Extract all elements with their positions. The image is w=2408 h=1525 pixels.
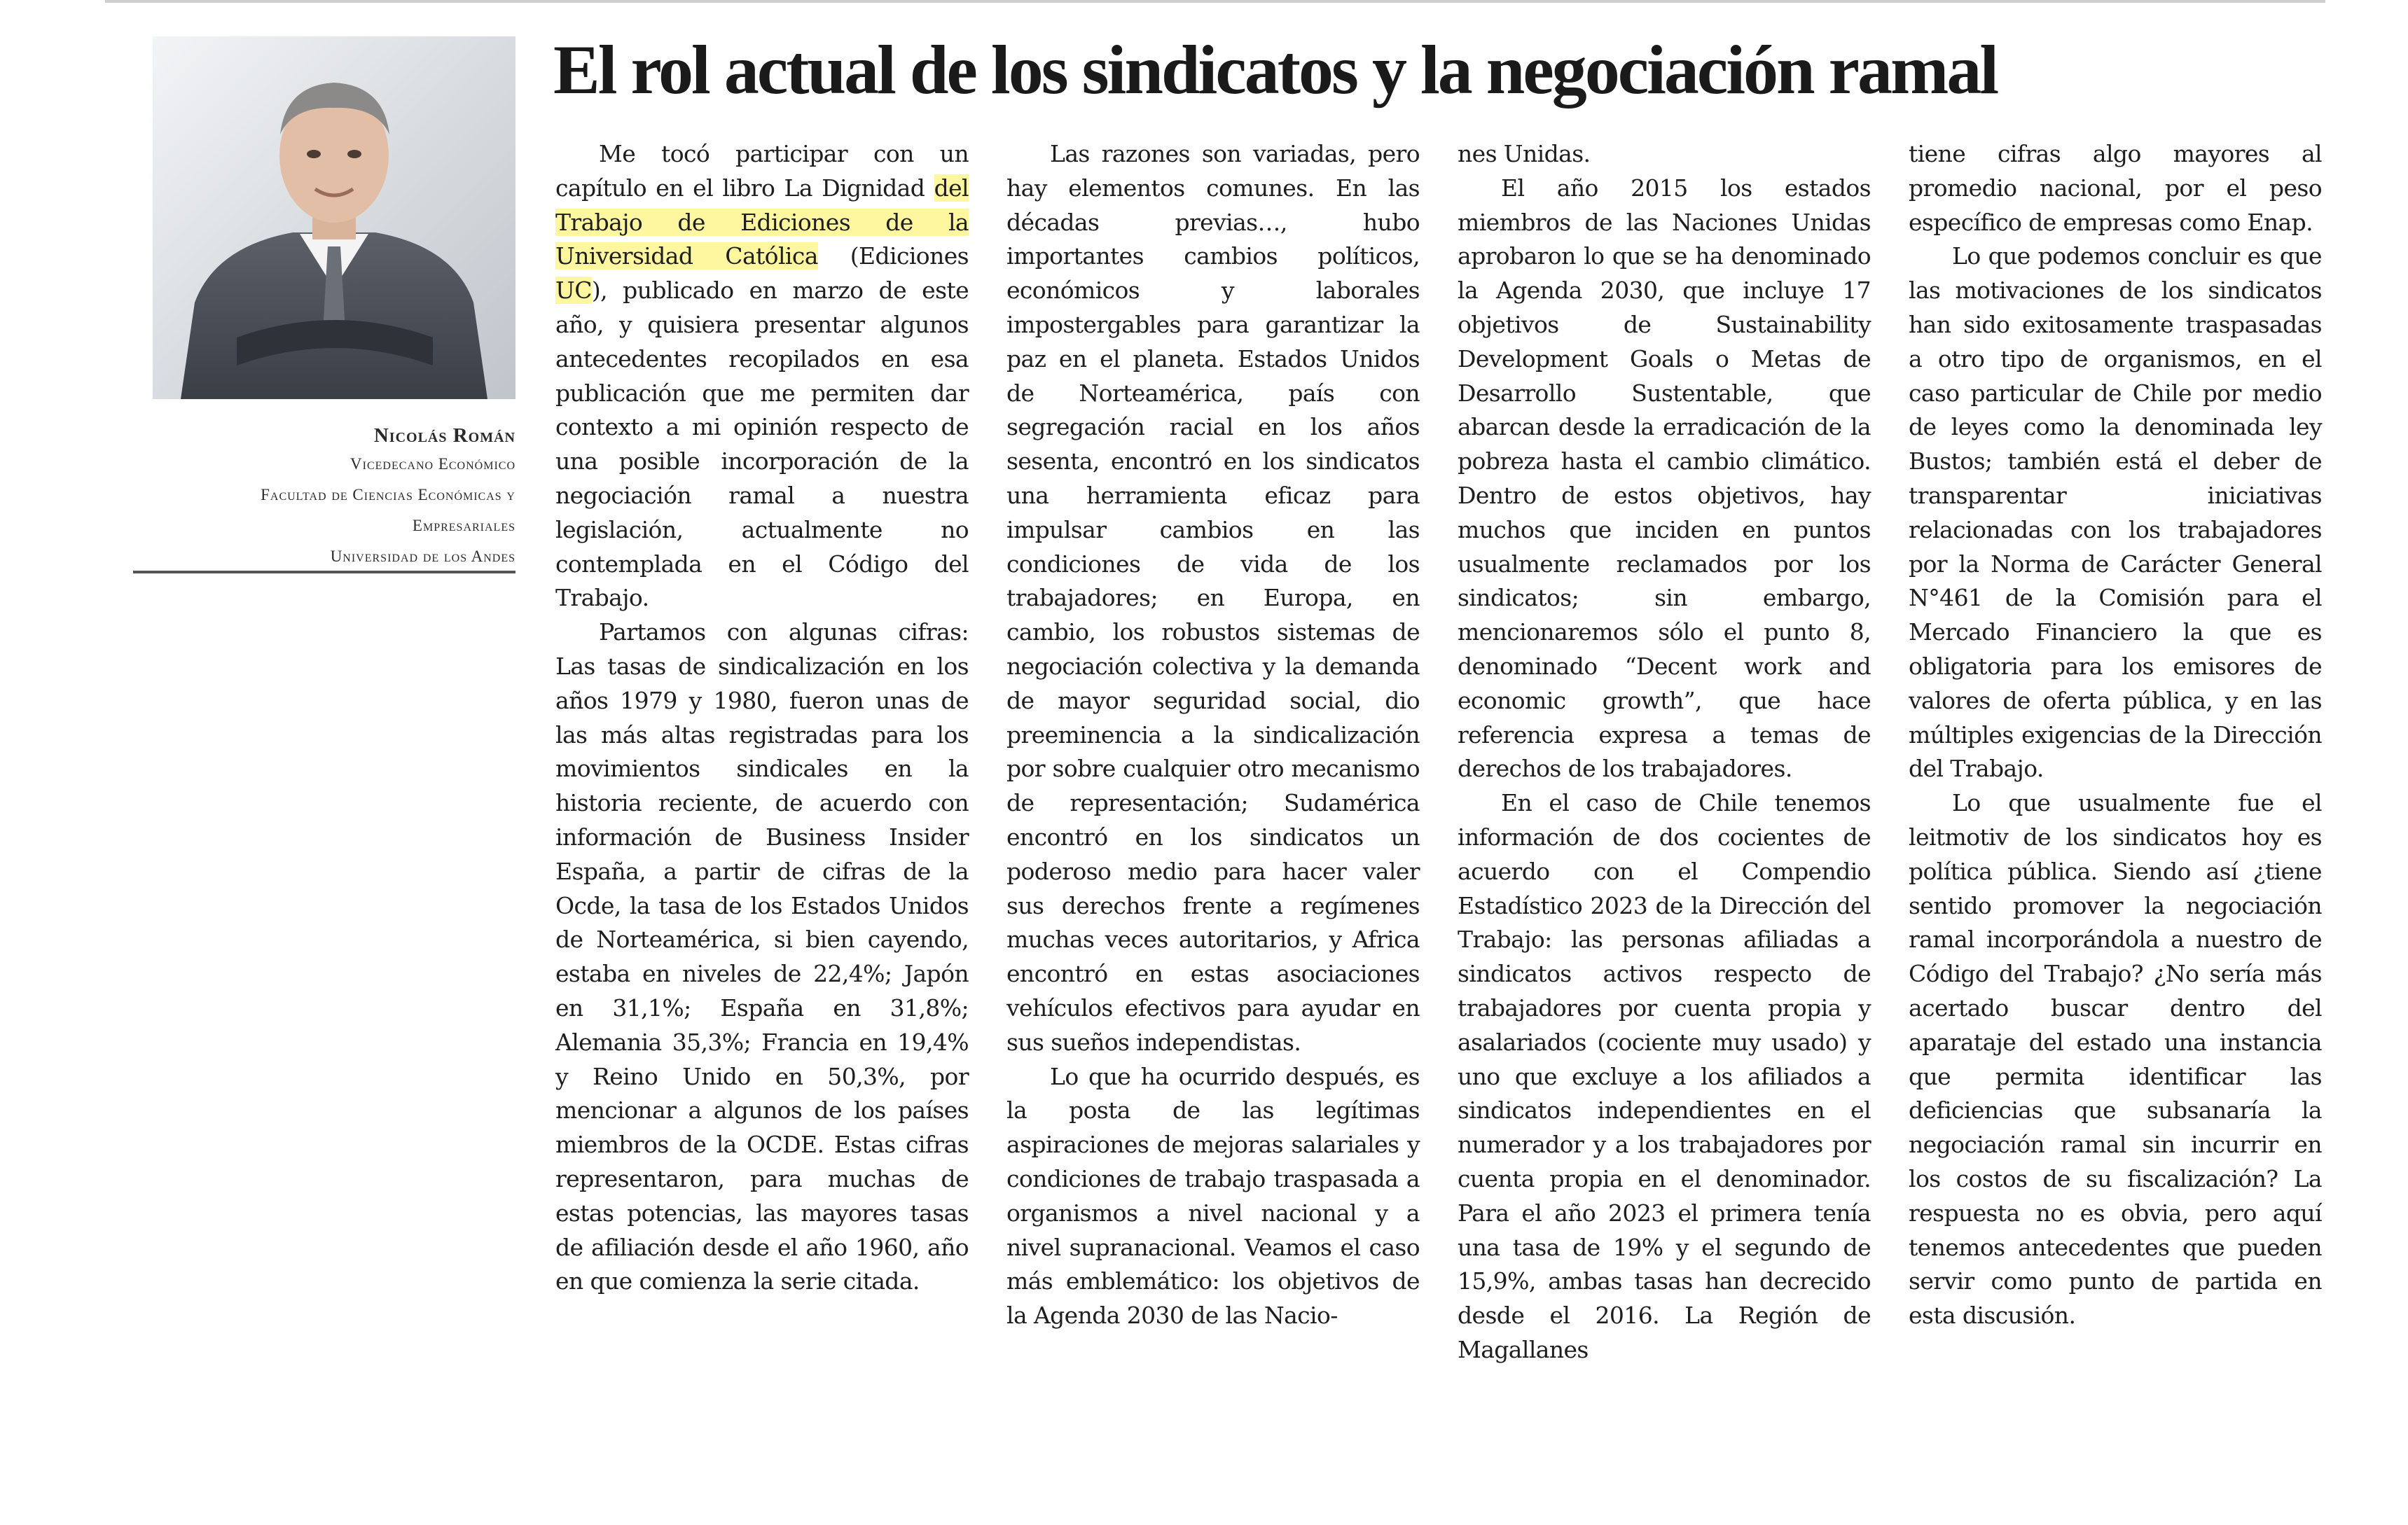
body-paragraph-8: Lo que usualmente fue el leitmotiv de los sindicatos hoy es política pública. Siendo así ¿tiene sentido promover la negociación ramal incorporándola a nuestro de Código del Trabajo? ¿No sería más acertado buscar dentro del aparataje del estado una instancia que permita identificar las deficiencias que subsanaría la negociación ramal sin incurrir en los costos de su fiscalización? La respuesta no es obvia, pero aquí tenemos antecedentes que pueden servir como punto de partida en esta discusión.	[1909, 789, 2322, 1330]
body-paragraph-2: Partamos con algunas cifras: Las tasas de sindicalización en los años 1979 y 1980, fueron unas de las más altas registradas para los movimientos sindicales en la historia reciente, de acuerdo con información de Business Insider España, a partir de cifras de la Ocde, la tasa de los Estados Unidos de Norteamérica, si bien cayendo, estaba en niveles de 22,4%; Japón en 31,1%; España en 31,8%; Alemania 35,3%; Francia en 19,4% y Reino Unido en 50,3%, por mencionar a algunos de los países miembros de la OCDE. Estas cifras representaron, para muchas de estas potencias, las mayores tasas de afiliación desde el año 1960, año en que comienza la serie citada.	[555, 618, 969, 1295]
author-name: Nicolás Román	[373, 424, 515, 447]
top-rule	[105, 0, 2325, 3]
article-column-4	[1909, 137, 2322, 1333]
author-photo	[153, 36, 515, 399]
paragraph-1-text-a: Me tocó participar con un capítulo en el libro La Dignidad	[555, 140, 969, 202]
article-column-2	[1006, 137, 1420, 1333]
body-paragraph-4-part-a: Lo que ha ocurrido después, es la posta de las legítimas aspiraciones de mejoras salariales y condiciones de trabajo traspasada a organismos a nivel nacional y a nivel supranacional. Veamos el caso más emblemático: los objetivos de la Agenda 2030 de las Nacio-	[1006, 1062, 1420, 1330]
body-paragraph-3: Las razones son variadas, pero hay elementos comunes. En las décadas previas…, hubo importantes cambios políticos, económicos y laborales impostergables para garantizar la paz en el planeta. Estados Unidos de Norteamérica, país con segregación racial en los años sesenta, encontró en los sindicatos una herramienta eficaz para impulsar cambios en las condiciones de vida de los trabajadores; en Europa, en cambio, los robustos sistemas de negociación colectiva y la demanda de mayor seguridad social, dio preeminencia a la sindicalización por sobre cualquier otro mecanismo de representación; Sudamérica encontró en los sindicatos un poderoso medio para hacer valer sus derechos frente a regímenes muchas veces autoritarios, y Africa encontró en estas asociaciones vehículos efectivos para ayudar en sus sueños independistas.	[1006, 140, 1420, 1056]
author-university: Universidad de los Andes	[330, 548, 515, 565]
article-column-1	[555, 137, 969, 1299]
article-headline: El rol actual de los sindicatos y la negociación ramal	[553, 31, 1998, 109]
author-byline	[133, 422, 515, 572]
author-role: Vicedecano Económico	[350, 455, 515, 473]
body-paragraph-5: El año 2015 los estados miembros de las Naciones Unidas aprobaron lo que se ha denominado la Agenda 2030, que incluye 17 objetivos de Sustainability Development Goals o Metas de Desarrollo Sustentable, que abarcan desde la erradicación de la pobreza hasta el cambio climático. Dentro de estos objetivos, hay muchos que inciden en puntos usualmente reclamados por los sindicatos; sin embargo, mencionaremos sólo el punto 8, denominado “Decent work and economic growth”, que hace referencia expresa a temas de derechos de los trabajadores.	[1458, 174, 1871, 783]
body-paragraph-4-part-b: nes Unidas.	[1458, 140, 1591, 167]
author-portrait-icon	[153, 36, 515, 399]
body-paragraph-6-part-a: En el caso de Chile tenemos información de dos cocientes de acuerdo con el Compendio Estadístico 2023 de la Dirección del Trabajo: las personas afiliadas a sindicatos activos respecto de trabajadores por cuenta propia y asalariados (cociente muy usado) y uno que excluye a los afiliados a sindicatos independientes en el numerador y a los trabajadores por cuenta propia en el denominador. Para el año 2023 el primera tenía una tasa de 19% y el segundo de 15,9%, ambas tasas han decrecido desde el 2016. La Región de Magallanes	[1458, 789, 1871, 1363]
author-faculty-line1: Facultad de Ciencias Económicas y	[261, 486, 515, 503]
body-paragraph-7: Lo que podemos concluir es que las motivaciones de los sindicatos han sido exitosamente traspasadas a otro tipo de organismos, en el caso particular de Chile por medio de leyes como la denominada ley Bustos; también está el deber de transparentar iniciativas relacionadas con los trabajadores por la Norma de Carácter General N°461 de la Comisión para el Mercado Financiero la que es obligatoria para los emisores de valores de oferta pública, y en las múltiples exigencias de la Dirección del Trabajo.	[1909, 242, 2322, 783]
body-paragraph-1	[555, 137, 969, 615]
article-column-3	[1458, 137, 1871, 1367]
body-paragraph-6-part-b: tiene cifras algo mayores al promedio nacional, por el peso específico de empresas como Enap.	[1909, 140, 2322, 236]
highlighted-book-reference: del Trabajo de Ediciones de la Universidad Católica	[555, 174, 969, 270]
highlighted-publisher: UC	[555, 277, 592, 305]
paragraph-1-text-c: ), publicado en marzo de este año, y quisiera presentar algunos antecedentes recopilados en esa publicación que me permiten dar contexto a mi opinión respecto de una posible incorporación de la negociación ramal a nuestra legislación, actualmente no contemplada en el Código del Trabajo.	[555, 277, 969, 612]
author-faculty-line2: Empresariales	[412, 517, 515, 534]
byline-divider	[133, 571, 515, 573]
paragraph-1-text-b: (Ediciones	[817, 242, 969, 270]
